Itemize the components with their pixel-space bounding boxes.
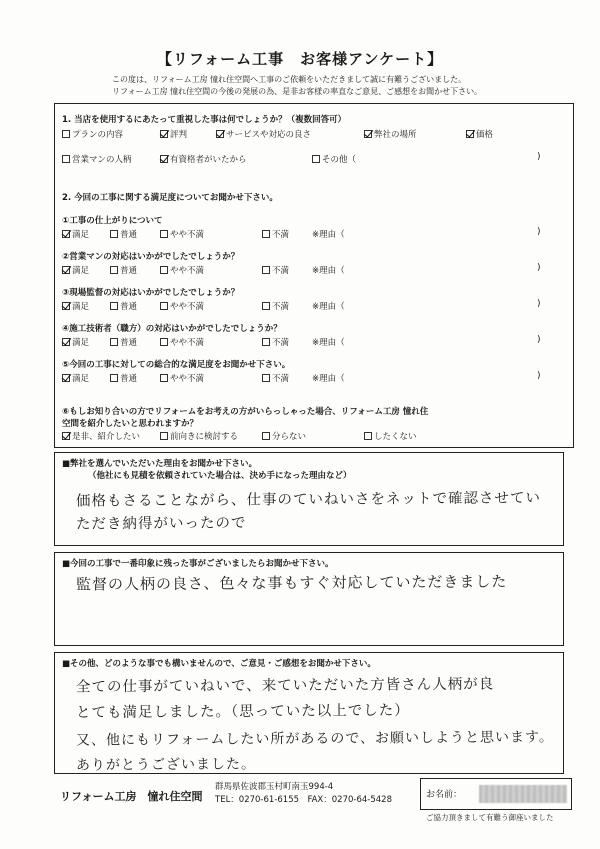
- reason-handwriting-line-1: 価格もさることながら、仕事のていねいさをネットで確認させてい: [75, 490, 542, 510]
- q2-choice-label: 不満: [272, 266, 290, 276]
- q6-option-no[interactable]: したくない: [364, 430, 417, 442]
- q2-choice[interactable]: [160, 228, 204, 240]
- q1-option-plan[interactable]: プランの内容: [62, 128, 123, 140]
- q1-option-location[interactable]: 弊社の場所: [364, 128, 417, 140]
- name-label: お名前：: [426, 790, 463, 800]
- checkbox-checked[interactable]: [62, 302, 70, 310]
- q1-option-price[interactable]: 価格: [466, 128, 493, 140]
- q2-choice[interactable]: [62, 300, 89, 312]
- impression-handwriting-line-1: 監督の人柄の良さ、色々な事もすぐ対応していただきました: [75, 572, 508, 594]
- checkbox[interactable]: [160, 374, 168, 382]
- checkbox-checked[interactable]: [62, 432, 70, 440]
- q2-choice-label: 満足: [72, 338, 90, 348]
- q2-choice-label: やや不満: [170, 374, 205, 384]
- q6-heading-line-1: ⑥もしお知り合いの方でリフォームをお考えの方がいらっしゃった場合、リフォーム工房 憧れ住: [62, 407, 429, 417]
- q2-choice-label: 普通: [120, 266, 138, 276]
- checkbox[interactable]: [262, 338, 270, 346]
- q2-choice[interactable]: [110, 336, 137, 348]
- q6-heading-line-2: 空間を紹介したいと思われますか？: [62, 419, 199, 429]
- q2-choice-label: 普通: [120, 374, 138, 384]
- name-field-box: [420, 778, 572, 810]
- q2-choice[interactable]: [160, 300, 204, 312]
- checkbox[interactable]: [364, 432, 372, 440]
- q2-choice[interactable]: [262, 372, 289, 384]
- q2-choice-label: 満足: [72, 230, 90, 240]
- q2-choice[interactable]: [312, 228, 345, 240]
- other-handwriting-line-2: とても満足しました。（思っていた以上でした）: [75, 702, 410, 722]
- checkbox-checked[interactable]: [160, 130, 168, 138]
- q2-choice[interactable]: [312, 264, 345, 276]
- checkbox[interactable]: [262, 266, 270, 274]
- q2-choice-label: ※理由（: [312, 230, 345, 240]
- q2-choice-label: やや不満: [170, 230, 205, 240]
- q2-choice-label: 不満: [272, 302, 290, 312]
- footer-address: [215, 781, 392, 807]
- checkbox-checked[interactable]: [216, 130, 224, 138]
- thanks-note: ご協力頂きまして有難う御座いました: [426, 813, 554, 822]
- other-handwriting-line-4: ありがとうございました。: [75, 756, 257, 774]
- q2-choice-label: 不満: [272, 338, 290, 348]
- other-handwriting-line-1: 全ての仕事がていねいで、来ていただいた方皆さん人柄が良: [75, 676, 495, 696]
- checkbox[interactable]: [110, 338, 118, 346]
- checkbox[interactable]: [160, 266, 168, 274]
- q1-option-other[interactable]: その他（: [312, 153, 356, 165]
- q2-choice[interactable]: [110, 228, 137, 240]
- checkbox-checked[interactable]: [62, 230, 70, 238]
- checkbox[interactable]: [160, 302, 168, 310]
- other-handwriting-line-3: 又、他にもリフォームしたい所があるので、お願いしようと思います。: [75, 729, 554, 749]
- q2-choice[interactable]: [262, 300, 289, 312]
- checkbox[interactable]: [110, 230, 118, 238]
- q6-option-recommend[interactable]: 是非、紹介したい: [62, 430, 140, 442]
- checkbox[interactable]: [160, 338, 168, 346]
- q1-other-close: ): [537, 152, 541, 162]
- footer-company-name: リフォーム工房 憧れ住空間: [60, 790, 203, 803]
- redacted-name: [479, 785, 567, 803]
- q2-choice-label: やや不満: [170, 266, 205, 276]
- checkbox[interactable]: [110, 266, 118, 274]
- q2-reason-close: ): [537, 335, 541, 345]
- reason-handwriting-line-2: ただき納得がいったので: [75, 515, 247, 533]
- q2-choice-label: 普通: [120, 302, 138, 312]
- checkbox-checked[interactable]: [62, 374, 70, 382]
- q2-choice[interactable]: [262, 264, 289, 276]
- q2-choice[interactable]: [312, 300, 345, 312]
- footer-tel-fax: TEL：0270-61-6155 FAX：0270-64-5428: [215, 795, 392, 805]
- checkbox-checked[interactable]: [466, 130, 474, 138]
- q2-choice[interactable]: [110, 300, 137, 312]
- q2-choice-label: 満足: [72, 266, 90, 276]
- checkbox-checked[interactable]: [160, 155, 168, 163]
- q2-choice-label: ※理由（: [312, 338, 345, 348]
- survey-title: 【リフォーム工事 お客様アンケート】: [156, 50, 444, 68]
- q2-item-title: ④施工技術者（職方）の対応はいかがでしたでしょうか？: [62, 324, 282, 334]
- q2-choice-label: ※理由（: [312, 302, 345, 312]
- checkbox-checked[interactable]: [62, 266, 70, 274]
- q2-choice[interactable]: [262, 336, 289, 348]
- checkbox[interactable]: [262, 230, 270, 238]
- footer-address-line: 群馬県佐波郡玉村町南玉994-4: [215, 782, 334, 792]
- q1-option-qualified[interactable]: 有資格者がいたから: [160, 153, 247, 165]
- q2-choice[interactable]: [312, 336, 345, 348]
- q2-choice-label: 普通: [120, 230, 138, 240]
- q2-choice-label: やや不満: [170, 302, 205, 312]
- checkbox[interactable]: [62, 155, 70, 163]
- checkbox[interactable]: [312, 155, 320, 163]
- q2-choice-label: 不満: [272, 374, 290, 384]
- intro-line-2: リフォーム工房 憧れ住空間の今後の発展の為、是非お客様の率直なご意見、ご感想をお聞かせ下さい。: [112, 87, 483, 96]
- checkbox-checked[interactable]: [62, 338, 70, 346]
- q6-option-consider[interactable]: 前向きに検討する: [160, 430, 238, 442]
- q2-choice-label: 満足: [72, 374, 90, 384]
- checkbox[interactable]: [110, 302, 118, 310]
- checkbox-checked[interactable]: [364, 130, 372, 138]
- q2-choice-label: 普通: [120, 338, 138, 348]
- q2-item-title: ①工事の仕上がりについて: [62, 216, 163, 226]
- other-heading: ■その他、どのような事でも構いませんので、ご意見・ご感想をお聞かせ下さい。: [62, 659, 376, 669]
- q2-reason-close: ): [537, 299, 541, 309]
- q2-heading: 2. 今回の工事に関する満足度についてお聞かせ下さい。: [62, 193, 278, 203]
- checkbox[interactable]: [62, 130, 70, 138]
- q2-choice[interactable]: [160, 336, 204, 348]
- reason-heading: ■弊社を選んでいただいた理由をお聞かせ下さい。: [62, 459, 258, 469]
- q1-option-salesperson[interactable]: 営業マンの人柄: [62, 153, 132, 165]
- q2-choice[interactable]: [110, 264, 137, 276]
- intro-text: [112, 74, 572, 98]
- q2-item-title: ②営業マンの対応はいかがでしたでしょうか？: [62, 252, 240, 262]
- impression-heading: ■今回の工事で一番印象に残った事がございましたらお聞かせ下さい。: [62, 559, 334, 569]
- q2-choice-label: ※理由（: [312, 374, 345, 384]
- checkbox[interactable]: [160, 230, 168, 238]
- q2-choice[interactable]: [62, 372, 89, 384]
- checkbox[interactable]: [160, 432, 168, 440]
- q1-heading: 1. 当店を使用するにあたって重視した事は何でしょうか？（複数回答可）: [62, 115, 347, 125]
- q2-choice[interactable]: [160, 372, 204, 384]
- q1-option-service[interactable]: サービスや対応の良さ: [216, 128, 311, 140]
- intro-line-1: この度は、リフォーム工房 憧れ住空間へ工事のご依頼をいただきまして誠に有難うございました。: [112, 75, 467, 84]
- q2-choice[interactable]: [312, 372, 345, 384]
- reason-subheading: （他社にも見積を依頼されていた場合は、決め手になった理由など）: [88, 471, 352, 481]
- q2-choice-label: やや不満: [170, 338, 205, 348]
- checkbox[interactable]: [262, 374, 270, 382]
- q2-choice-label: ※理由（: [312, 266, 345, 276]
- q2-reason-close: ): [537, 371, 541, 381]
- checkbox[interactable]: [110, 374, 118, 382]
- q2-choice[interactable]: [62, 336, 89, 348]
- q2-choice[interactable]: [160, 264, 204, 276]
- q2-choice[interactable]: [62, 228, 89, 240]
- q2-reason-close: ): [537, 227, 541, 237]
- q2-choice-label: 満足: [72, 302, 90, 312]
- q2-choice[interactable]: [262, 228, 289, 240]
- q2-item-title: ⑤今回の工事に対しての総合的な満足度をお聞かせ下さい。: [62, 360, 291, 370]
- q6-option-unsure[interactable]: 分らない: [262, 430, 306, 442]
- q1-option-reputation[interactable]: 評判: [160, 128, 187, 140]
- q2-choice-label: 不満: [272, 230, 290, 240]
- q2-choice[interactable]: [110, 372, 137, 384]
- q2-reason-close: ): [537, 263, 541, 273]
- checkbox[interactable]: [262, 302, 270, 310]
- q2-item-title: ③現場監督の対応はいかがでしたでしょうか？: [62, 288, 240, 298]
- q2-choice[interactable]: [62, 264, 89, 276]
- checkbox[interactable]: [262, 432, 270, 440]
